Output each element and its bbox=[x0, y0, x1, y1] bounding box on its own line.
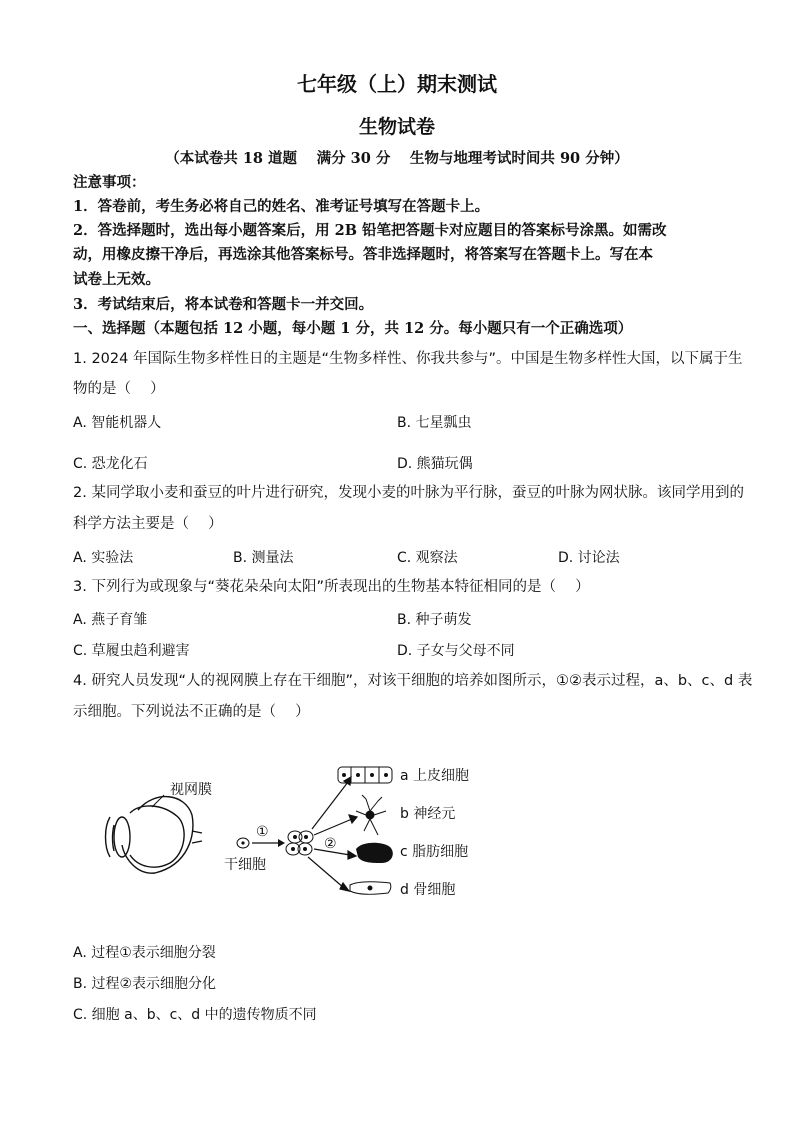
q3-option-c: C. 草履虫趋利避害 bbox=[73, 643, 190, 659]
q1-stem-line-2: 物的是（ ） bbox=[73, 381, 165, 397]
cell-a-label: a 上皮细胞 bbox=[400, 768, 470, 784]
q2-option-d: D. 讨论法 bbox=[558, 550, 620, 566]
exam-info: （本试卷共 18 道题 满分 30 分 生物与地理考试时间共 90 分钟） bbox=[165, 150, 629, 167]
q4-stem-line-2: 示细胞。下列说法不正确的是（ ） bbox=[73, 704, 310, 720]
q2-option-b: B. 测量法 bbox=[233, 550, 294, 566]
q4-stem-line-1: 4. 研究人员发现“人的视网膜上存在干细胞”，对该干细胞的培养如图所示，①②表示过程，a、b、c、d 表 bbox=[73, 673, 753, 689]
process-2-label: ② bbox=[324, 836, 337, 852]
stem-cell-label: 干细胞 bbox=[224, 857, 266, 873]
section-1-heading: 一、选择题（本题包括 12 小题，每小题 1 分，共 12 分。每小题只有一个正确选项） bbox=[73, 320, 633, 337]
q4-option-c: C. 细胞 a、b、c、d 中的遗传物质不同 bbox=[73, 1007, 317, 1023]
neuron-icon bbox=[356, 795, 386, 835]
note-2-line-3: 试卷上无效。 bbox=[73, 271, 160, 288]
q1-option-a: A. 智能机器人 bbox=[73, 415, 162, 431]
q3-stem: 3. 下列行为或现象与“葵花朵朵向太阳”所表现出的生物基本特征相同的是（ ） bbox=[73, 579, 590, 595]
retina-label: 视网膜 bbox=[170, 782, 212, 798]
stem-cell-nucleus bbox=[241, 841, 244, 844]
q1-option-d: D. 熊猫玩偶 bbox=[397, 456, 473, 472]
q2-option-a: A. 实验法 bbox=[73, 550, 134, 566]
q1-option-b: B. 七星瓢虫 bbox=[397, 415, 472, 431]
eye-illustration bbox=[106, 797, 203, 874]
dividing-cells bbox=[286, 831, 313, 855]
q1-option-c: C. 恐龙化石 bbox=[73, 456, 148, 472]
process-1-arrowhead bbox=[278, 839, 285, 847]
q4-option-a: A. 过程①表示细胞分裂 bbox=[73, 945, 216, 961]
fat-cell-icon bbox=[356, 843, 393, 863]
q1-stem-line-1: 1. 2024 年国际生物多样性日的主题是“生物多样性、你我共参与”。中国是生物多样性大国，以下属于生 bbox=[73, 351, 743, 367]
q4-option-b: B. 过程②表示细胞分化 bbox=[73, 976, 217, 992]
note-3: 3．考试结束后，将本试卷和答题卡一并交回。 bbox=[73, 296, 374, 313]
cell-b-label: b 神经元 bbox=[400, 806, 456, 822]
q2-stem-line-2: 科学方法主要是（ ） bbox=[73, 516, 223, 532]
bone-cell-icon bbox=[350, 882, 391, 895]
q3-option-d: D. 子女与父母不同 bbox=[397, 643, 515, 659]
note-2-line-2: 动，用橡皮擦干净后，再选涂其他答案标号。答非选择题时，将答案写在答题卡上。写在本 bbox=[73, 246, 653, 263]
q3-option-a: A. 燕子育雏 bbox=[73, 612, 148, 628]
note-2-line-1: 2．答选择题时，选出每小题答案后，用 2B 铅笔把答题卡对应题目的答案标号涂黑。如需改 bbox=[73, 222, 667, 239]
q2-option-c: C. 观察法 bbox=[397, 550, 458, 566]
cell-d-label: d 骨细胞 bbox=[400, 882, 456, 898]
stem-cell-diagram bbox=[100, 755, 480, 905]
note-1: 1．答卷前，考生务必将自己的姓名、准考证号填写在答题卡上。 bbox=[73, 198, 490, 215]
cell-c-label: c 脂肪细胞 bbox=[400, 844, 469, 860]
exam-title: 七年级（上）期末测试 bbox=[297, 72, 497, 96]
exam-subtitle: 生物试卷 bbox=[358, 116, 435, 138]
process-1-label: ① bbox=[256, 824, 269, 840]
q2-stem-line-1: 2. 某同学取小麦和蚕豆的叶片进行研究，发现小麦的叶脉为平行脉，蚕豆的叶脉为网状脉。该同学用到的 bbox=[73, 485, 744, 501]
q3-option-b: B. 种子萌发 bbox=[397, 612, 472, 628]
notes-heading: 注意事项： bbox=[73, 174, 146, 191]
differentiation-arrows bbox=[308, 777, 357, 891]
